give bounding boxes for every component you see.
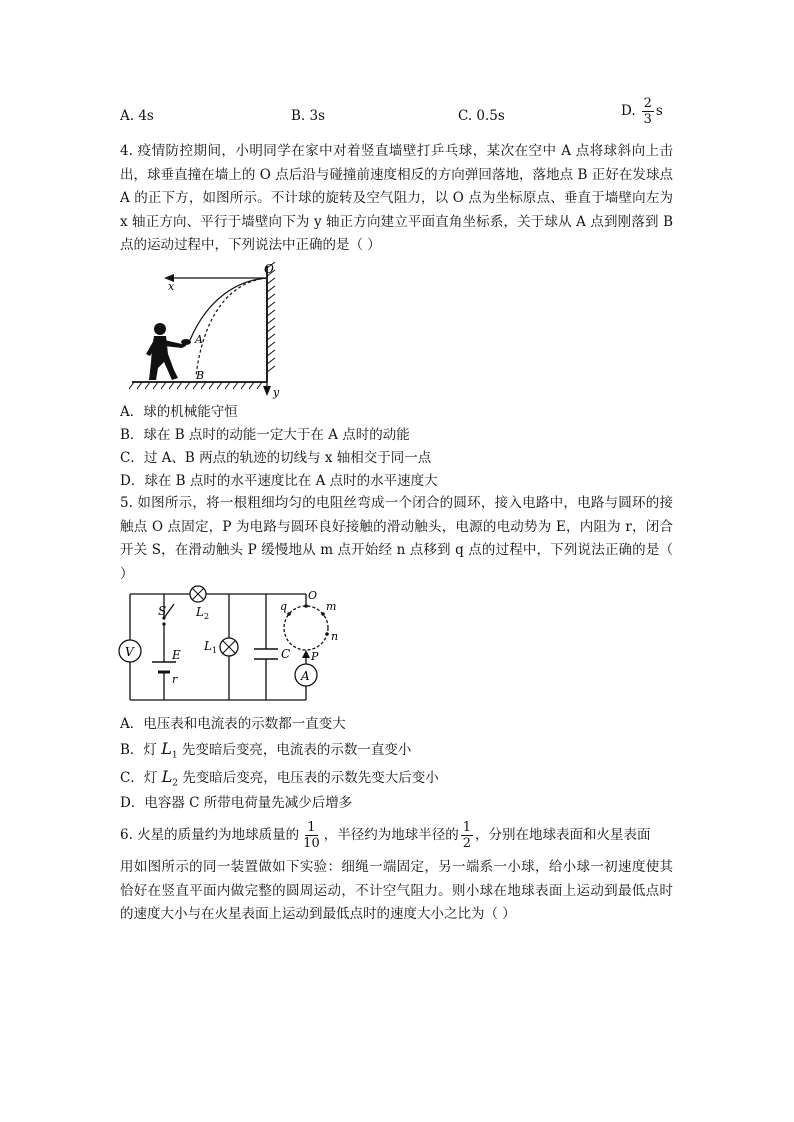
q6-text-2: ，半径约为地球半径的: [323, 827, 459, 843]
slider-P-arrow: [302, 650, 310, 658]
q3-option-d-unit: s: [655, 103, 663, 119]
option-b-lamp-sub: 1: [171, 750, 178, 761]
y-axis-arrow: [263, 386, 271, 396]
ring-point-n: n: [331, 630, 339, 643]
option-c-lamp-sub: 2: [172, 778, 178, 789]
emf-label: E: [172, 648, 181, 662]
lamp-L2-label: $L_2$: [196, 605, 210, 621]
trajectory-down: [196, 278, 267, 376]
q3-option-b: B. 3s: [291, 108, 326, 124]
lamp-L1-label: $L_1$: [204, 639, 218, 655]
q3-option-c: C. 0.5s: [458, 108, 505, 124]
q4-option-d: D．球在 B 点时的水平速度比在 A 点时的水平速度大: [120, 473, 438, 489]
label-x: x: [168, 280, 175, 293]
ring-point-O: O: [308, 589, 318, 602]
q5-option-b: [120, 737, 411, 768]
q4-option-c: C．过 A、B 两点的轨迹的切线与 x 轴相交于同一点: [120, 450, 432, 466]
q5-circuit-figure: [118, 582, 350, 706]
option-b-prefix: B．灯: [120, 742, 157, 758]
q4-option-b: B．球在 B 点时的动能一定大于在 A 点时的动能: [120, 427, 410, 443]
q3-option-a: A. 4s: [120, 108, 154, 124]
fraction-numerator: 2: [643, 96, 652, 111]
label-O: O: [264, 262, 274, 276]
label-B: B: [196, 369, 205, 382]
option-b-text: 先变暗后变亮，电流表的示数一直变小: [181, 742, 412, 758]
fraction-denominator: 2: [462, 836, 471, 851]
q6-fraction-mass: [301, 820, 322, 851]
internal-resistance-label: r: [172, 673, 178, 686]
q3-option-d-label: D.: [621, 103, 636, 119]
q4-stem: 4. 疫情防控期间，小明同学在家中对着竖直墙壁打乒乓球，某次在空中 A 点将球斜向上击出，球垂直撞在墙上的 O 点后沿与碰撞前速度相反的方向弹回落地，落地点 B 正好在发球点 A 的正下方，如图所示。不计球的旋转及空气阻力，以 O 点为坐标原点、垂直于墙壁向左为 x 轴正方向、平行于墙壁向下为 y 轴正方向建立平面直角坐标系，关于球从 A 点到刚落到 B 点的运动过程中，下列说法中正确的是（ ）: [120, 143, 673, 254]
capacitor-label: C: [281, 647, 291, 661]
q4-option-a: A．球的机械能守恒: [120, 404, 238, 420]
resistance-ring: [284, 606, 328, 650]
label-y: y: [273, 386, 280, 399]
q6-text-1: 6. 火星的质量约为地球质量的: [120, 827, 300, 843]
option-b-lamp: L: [161, 739, 172, 758]
option-c-lamp: L: [161, 767, 173, 786]
fraction-numerator: 1: [307, 820, 316, 835]
fraction-denominator: 3: [643, 112, 652, 127]
q6-text-3: ，分别在地球表面和火星表面: [475, 827, 651, 843]
fraction-numerator: 1: [462, 820, 471, 835]
q5-stem: 5. 如图所示，将一根粗细均匀的电阻丝弯成一个闭合的圆环，接入电路中，电路与圆环的接触点 O 点固定，P 为电路与圆环良好接触的滑动触头，电源的电动势为 E，内阻为 r，闭合开关 S，在滑动触头 P 缓慢地从 m 点开始经 n 点移到 q 点的过程中，下列说法正确的是（ ）: [120, 495, 673, 582]
q5-option-a: A．电压表和电流表的示数都一直变大: [120, 716, 346, 732]
voltmeter-label: V: [125, 645, 134, 659]
fraction-denominator: 10: [303, 836, 320, 851]
q6-fraction-radius: [461, 820, 473, 851]
slider-P-label: P: [311, 650, 319, 663]
label-A: A: [195, 333, 203, 346]
ring-point-m: m: [326, 600, 337, 613]
ammeter-label: A: [301, 669, 310, 683]
q3-option-d-fraction: [642, 96, 654, 127]
q4-figure: [128, 258, 294, 400]
q6-stem-rest: 用如图所示的同一装置做如下实验：细绳一端固定，另一端系一小球，给小球一初速度使其恰好在竖直平面内做完整的圆周运动，不计空气阻力。则小球在地球表面上运动到最低点时的速度大小与在火星表面上运动到最低点时的速度大小之比为（ ）: [120, 859, 673, 923]
ring-point-q: q: [280, 600, 288, 613]
q5-option-d: D．电容器 C 所带电荷量先减少后增多: [120, 795, 353, 811]
trajectory-up: [190, 278, 267, 340]
switch-label: S: [158, 604, 167, 618]
option-c-prefix: C．灯: [120, 770, 158, 786]
q3-option-d: [621, 96, 663, 127]
player-figure: [146, 323, 191, 380]
option-c-text: 先变暗后变亮，电压表的示数先变大后变小: [182, 770, 439, 786]
q6-first-line: [120, 820, 651, 851]
